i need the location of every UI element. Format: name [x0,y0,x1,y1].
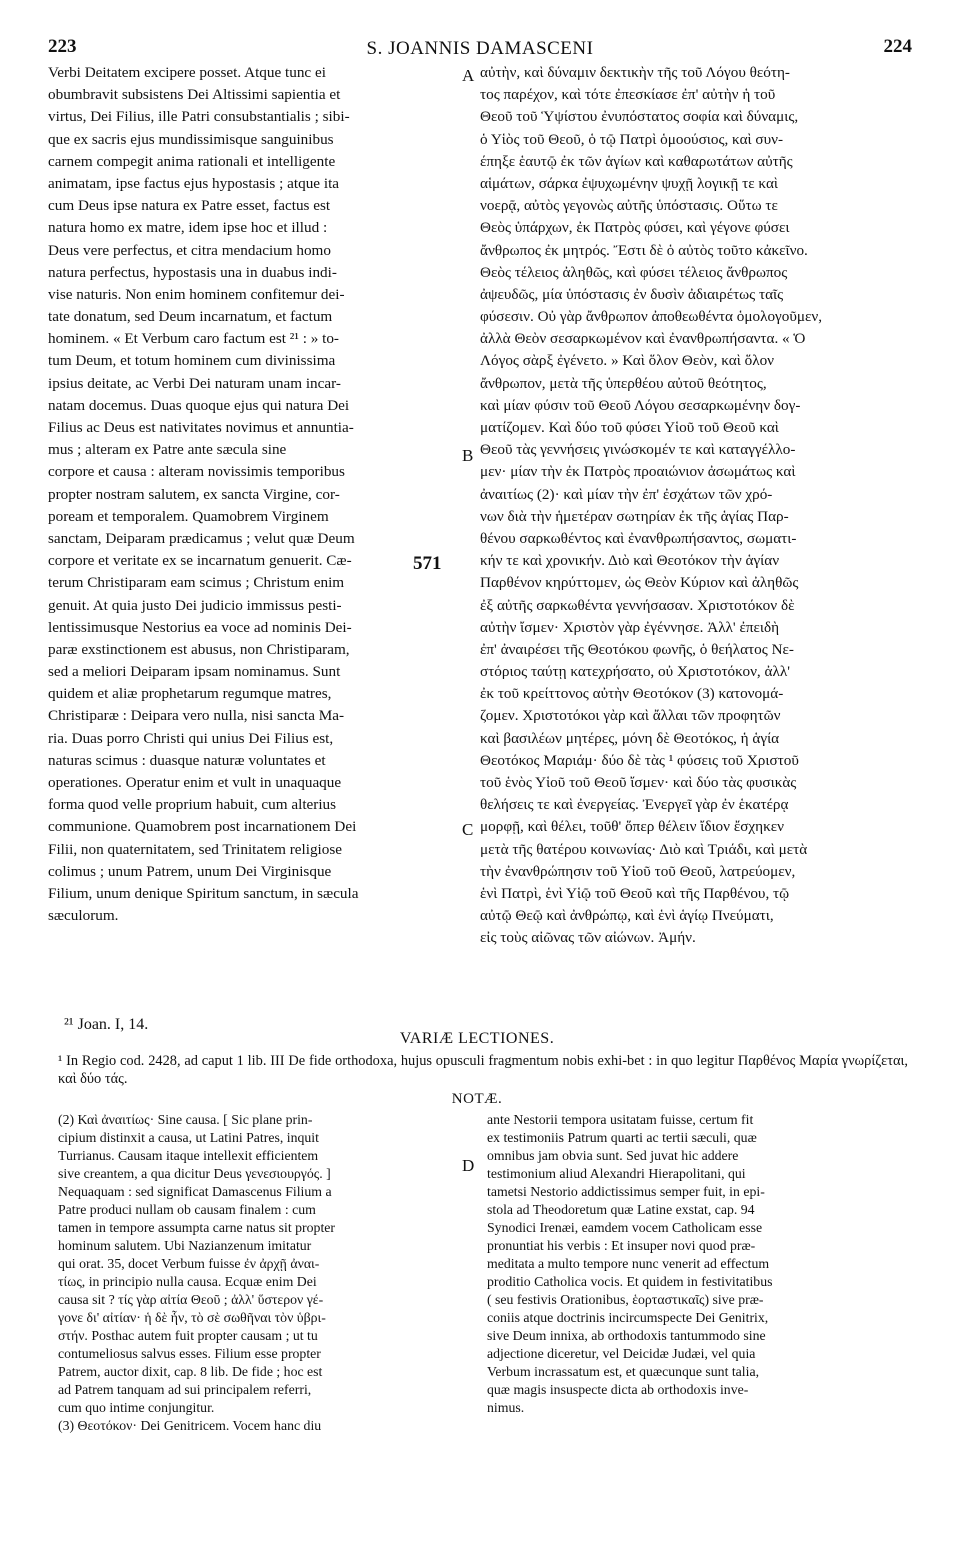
latin-text-line: Deus vere perfectus, et citra mendacium homo [48,241,331,259]
notae-title: NOTÆ. [451,1091,503,1107]
latin-text-line: colimus ; unum Patrem, unum Dei Virginisque [48,862,332,880]
note-line: (2) Καὶ ἀναιτίως· Sine causa. [ Sic plane prin- [58,1112,313,1127]
greek-text-line: νων διὰ τὴν ἡμετέραν σωτηρίαν ἐκ τῆς ἁγίας Παρ- [480,507,789,525]
note-line: Nequaquam : sed significat Damascenus Filium a [58,1184,332,1199]
note-line: ad Patrem tanquam ad sui principalem referri, [58,1382,312,1397]
notes-left-column [58,1111,460,1435]
greek-text-line: ὁ Υἱὸς τοῦ Θεοῦ, ὁ τῷ Πατρὶ ὁμοούσιος, καὶ συν- [480,130,784,148]
latin-text-line: poream et temporalem. Quamobrem Virginem [48,507,329,525]
latin-text-line: Christiparæ : Deipara vero nulla, nisi sancta Ma- [48,707,345,725]
note-line: cipium distinxit a causa, ut Latini Patres, inquit [58,1130,319,1145]
greek-text-line: μετὰ τῆς θατέρου κοινωνίας· Διὸ καὶ Τριάδι, καὶ μετὰ [480,840,808,858]
note-line: adjectione diceretur, vel Deicidæ Judæi, vel quia [487,1346,756,1361]
latin-text-line: sanctam, Deiparam prædicamus ; velut quæ Deum [48,529,355,547]
greek-text-line: Θεοῦ τοῦ Ὑψίστου ἐνυπόστατος σοφία καὶ δύναμις, [480,108,799,126]
greek-text-line: τὴν ἐνανθρώπησιν τοῦ Υἱοῦ τοῦ Θεοῦ, λατρεύομεν, [480,862,796,880]
note-line: tametsi Nestorio addictissimus semper fuit, in epi- [487,1184,765,1199]
note-line: hominum salutem. Ubi Nazianzenum imitatur [58,1238,312,1253]
note-line: proditio Catholica vocis. Et quidem in festivitatibus [487,1274,773,1289]
greek-text-line: ἐπ' ἀναιρέσει τῆς Θεοτόκου φωνῆς, ὁ θεήλατος Νε- [480,640,794,658]
greek-text-line: τος παρέχον, καὶ τότε ἐπεσκίασε ἐπ' αὐτὴν ἡ τοῦ [480,86,776,104]
scripture-footnote: ²¹ Joan. I, 14. [64,1016,149,1033]
greek-text-line: θένου σαρκωθέντος καὶ ἐνανθρωπήσαντος, σωματι- [480,529,797,547]
note-line: quæ magis insuspecte dicta ab orthodoxis inve- [487,1382,749,1397]
latin-text-line: natura perfectus, hypostasis una in duabus indi- [48,263,337,281]
note-line: Patre produci nullam ob causam finalem : cum [58,1202,316,1217]
note-line: sive creantem, a qua dicitur Deus γενεσιουργός. ] [58,1166,331,1181]
note-line: Verbum incrassatum est, et quæcunque sunt talia, [487,1364,760,1379]
latin-text-line: naturas scimus : duasque naturæ voluntates et [48,751,326,769]
greek-text-line: ἀψευδῶς, μία ὑπόστασις ἐν δυσὶν ἀδιαιρέτως ταῖς [480,285,784,303]
margin-marker-d: D [462,1156,475,1175]
latin-text-line: lentissimusque Nestorius ea voce ad nominis Dei- [48,618,352,636]
greek-text-line: μεν· μίαν τὴν ἐκ Πατρὸς προαιώνιον ἀσωμάτως καὶ [480,463,796,481]
notes-right-column [487,1111,907,1417]
greek-text-line: ἐξ αὐτῆς σαρκωθέντα γεννήσασαν. Χριστοτόκον δὲ [480,596,795,614]
running-title: S. JOANNIS DAMASCENI [366,38,594,59]
greek-text-line: αὐτὴν, καὶ δύναμιν δεκτικὴν τῆς τοῦ Λόγου θεότη- [480,64,790,81]
greek-text-line: Λόγος σὰρξ ἐγένετο. » Καὶ ὅλον Θεὸν, καὶ ὅλον [480,352,775,370]
greek-text-line: ἐκ τοῦ κρείττονος αὐτὴν Θεοτόκον (3) κατονομά- [480,685,784,703]
latin-text-line: sæculorum. [48,907,119,925]
greek-text-line: αἱμάτων, σάρκα ἐψυχωμένην ψυχῇ λογικῇ τε καὶ [480,174,778,192]
latin-text-line: Filii, non quaternitatem, sed Trinitatem religiose [48,840,343,858]
note-line: Patrem, auctor dixit, cap. 8 lib. De fide ; hoc est [58,1364,323,1379]
greek-text-line: αὐτὴν ἴσμεν· Χριστὸν γὰρ ἐγέννησε. Ἀλλ' ἐπειδὴ [480,618,780,636]
latin-text-line: mus ; alteram ex Patre ante sæcula sine [48,441,287,459]
greek-text-line: καὶ μίαν φύσιν τοῦ Θεοῦ Λόγου σεσαρκωμένην δογ- [480,396,801,414]
greek-text-line: ματίζομεν. Καὶ δύο τοῦ φύσει Υἱοῦ τοῦ Θεοῦ καὶ [480,419,779,436]
greek-text-line: ζομεν. Χριστοτόκοι γὰρ καὶ ἄλλαι τῶν προφητῶν [480,707,781,725]
latin-text-line: cum Deus ipse natura ex Patre esset, factus est [48,197,331,215]
greek-text-line: φύσεσιν. Οὐ γὰρ ἄνθρωπον ἀποθεωθέντα ὁμολογοῦμεν, [480,308,823,326]
latin-text-line: quidem et aliæ prophetarum regumque matres, [48,685,332,703]
column-number-marker: 571 [413,553,442,574]
note-line: ex testimoniis Patrum quarti ac tertii sæculi, quæ [487,1130,757,1145]
page-header [48,36,912,62]
latin-text-line: terum Christiparam eam scimus ; Christum enim [48,574,345,592]
greek-text-line: ἄνθρωπον, μετὰ τῆς ὑπερθέου αὐτοῦ θεότητος, [480,374,767,392]
greek-text-line: κήν τε καὶ χρονικήν. Διὸ καὶ Θεοτόκον τὴν ἁγίαν [480,552,780,570]
latin-column [48,62,456,927]
latin-text-line: propter nostram salutem, ex sancta Virgine, cor- [48,485,340,503]
latin-text-line: sed a meliori Deiparam ipsam nominamus. Sunt [48,663,341,681]
latin-text-line: communione. Quamobrem post incarnationem Dei [48,818,357,836]
note-line: contumeliosus salvus esses. Filium esse propter [58,1346,321,1361]
greek-column [480,62,906,950]
latin-text-line: Filium, unum denique Spiritum sanctum, in sæcula [48,884,359,902]
greek-text-line: ἄνθρωπος ἐκ μητρός. Ἔστι δὲ ὁ αὐτὸς τοῦτο κἀκεῖνο. [480,241,808,259]
greek-text-line: έπηξε ἑαυτῷ ἐκ τῶν ἁγίων καὶ καθαρωτάτων αὐτῆς [480,152,793,170]
latin-text-line: corpore et causa : alteram novissimis temporibus [48,463,345,481]
greek-text-line: ἑνὶ Πατρὶ, ἑνὶ Υἱῷ τοῦ Θεοῦ καὶ τῆς Παρθένου, τῷ [480,884,790,902]
greek-text-line: στόριος ταύτῃ κατεχρήσατο, οὐ Χριστοτόκον, ἀλλ' [480,663,790,681]
note-line: ante Nestorii tempora usitatam fuisse, certum fit [487,1112,754,1127]
latin-text-line: ria. Duas porro Christi qui unius Dei Filius est, [48,729,334,747]
note-line: cum quo intime conjungitur. [58,1400,215,1415]
note-line: causa sit ? τίς γὰρ αἰτία Θεοῦ ; ἀλλ' ὕστερον γέ- [58,1292,324,1307]
note-line: (3) Θεοτόκον· Dei Genitricem. Vocem hanc diu [58,1418,322,1433]
latin-text-line: operationes. Operatur enim et vult in unaquaque [48,774,342,791]
latin-text-line: que ex sacris ejus mundissimisque sanguinibus [48,130,334,148]
note-line: Turrianus. Causam itaque intellexit efficientem [58,1148,319,1163]
variae-lectiones-text [58,1052,908,1088]
variae-lectiones-line: bet : in quo legitur Παρθένος Μαρία γνωρίζεται, καὶ δύο τάς. [58,1053,908,1087]
latin-text-line: genuit. At quia justo Dei judicio immissus pesti- [48,596,342,614]
greek-text-line: ἀλλὰ Θεὸν σεσαρκωμένον καὶ ἐνανθρωπήσαντα. « Ὁ [480,330,806,348]
note-line: stola ad Theodoretum quæ Latine exstat, cap. 94 [487,1202,755,1217]
page-number-left: 223 [48,36,77,57]
latin-text-line: hominem. « Et Verbum caro factum est ²¹ : » to- [48,330,339,348]
note-line: ( seu festivis Orationibus, ἑορταστικαῖς) sive præ- [487,1292,764,1307]
greek-text-line: ἀναιτίως (2)· καὶ μίαν τὴν ἐπ' ἐσχάτων τῶν χρό- [480,485,773,503]
note-line: γονε δι' αἰτίαν· ἡ δὲ ἦν, τὸ σὲ σωθῆναι τὸν ὑβρι- [58,1310,326,1325]
latin-text-line: corpore et veritate ex se incarnatum genuerit. Cæ- [48,552,352,570]
note-line: coniis atque doctrinis incircumspecte Dei Genitrix, [487,1310,769,1325]
greek-text-line: Παρθένον κηρύττομεν, ὡς Θεὸν Κύριον καὶ ἀληθῶς [480,574,799,592]
greek-text-line: Θεὸς τέλειος ἀληθῶς, καὶ φύσει τέλειος ἄνθρωπος [480,263,788,281]
page-number-right: 224 [883,36,912,57]
latin-text-line: obumbravit subsistens Dei Altissimi sapientia et [48,86,341,104]
latin-text-line: vise naturis. Non enim hominem confitemur dei- [48,285,345,303]
latin-text-line: virtus, Dei Filius, ille Patri consubstantialis ; sibi- [48,108,350,126]
latin-text-line: forma quod velle proprium habuit, cum alterius [48,796,337,814]
latin-text-line: Verbi Deitatem excipere posset. Atque tunc ei [48,64,326,81]
note-line: qui orat. 35, docet Verbum fuisse ἐν ἀρχῇ ἀναι- [58,1256,320,1271]
note-line: τίως, in principio nulla causa. Ecquæ enim Dei [58,1274,317,1289]
note-line: sive Deum innixa, ab orthodoxis tantummodo sine [487,1328,766,1343]
note-line: meditata a multo tempore nunc venerit ad effectum [487,1256,770,1271]
variae-lectiones-title: VARIÆ LECTIONES. [399,1030,555,1047]
greek-text-line: Θεὸς ὑπάρχων, ἐκ Πατρὸς φύσει, καὶ γέγονε φύσει [480,219,790,237]
greek-text-line: αὐτῷ Θεῷ καὶ ἀνθρώπῳ, καὶ ἑνὶ ἁγίῳ Πνεύματι, [480,907,774,925]
note-line: Synodici Irenæi, eamdem vocem Catholicam esse [487,1220,763,1235]
latin-text-line: natam docemus. Duas quoque ejus qui natura Dei [48,396,350,414]
note-line: nimus. [487,1400,525,1415]
variae-lectiones-line: ¹ In Regio cod. 2428, ad caput 1 lib. III De fide orthodoxa, hujus opusculi fragmentum nobis exhi- [58,1053,628,1069]
latin-text-line: natura homo ex matre, idem ipse hoc et illud : [48,219,328,237]
note-line: pronuntiat his verbis : Et insuper novi quod præ- [487,1238,756,1253]
greek-text-line: εἰς τοὺς αἰῶνας τῶν αἰώνων. Ἀμήν. [480,929,696,947]
greek-text-line: Θεοῦ τὰς γεννήσεις γινώσκομέν τε καὶ καταγγέλλο- [480,441,796,459]
latin-text-line: Filius ac Deus est nativitates novimus et annuntia- [48,419,354,436]
margin-marker-b: B [462,446,474,465]
margin-marker-a: A [462,66,475,85]
greek-text-line: καὶ βασιλέων μητέρες, μόνη δὲ Θεοτόκος, ἡ ἁγία [480,729,780,747]
note-line: omnibus jam obvia sunt. Sed juvat hic addere [487,1148,739,1163]
note-line: testimonium aliud Alexandri Hierapolitani, qui [487,1166,746,1181]
latin-text-line: carnem compegit anima rationali et intelligente [48,152,336,170]
greek-text-line: μορφῇ, καὶ θέλει, τοῦθ' ὅπερ θέλειν ἴδιον ἔσχηκεν [480,818,784,836]
greek-text-line: Θεοτόκος Μαριάμ· δύο δὲ τὰς ¹ φύσεις τοῦ Χριστοῦ [480,751,799,769]
greek-text-line: νοερᾷ, αὐτὸς γεγονὼς αὐτῆς ὑπόστασις. Οὕτω τε [480,197,778,215]
latin-text-line: paræ exstinctionem est abusus, non Christiparam, [48,640,350,658]
note-line: στήν. Posthac autem fuit propter causam ; ut tu [58,1328,318,1343]
greek-text-line: θελήσεις τε καὶ ἐνεργείας. Ἐνεργεῖ γὰρ ἐν ἑκατέρᾳ [480,796,789,814]
latin-text-line: tate donatum, sed Deum incarnatum, et factum [48,308,333,326]
latin-text-line: ipsius deitate, ac Verbi Dei naturam unam incar- [48,374,341,392]
latin-text-line: animatam, ipse factus ejus hypostasis ; atque ita [48,174,340,192]
note-line: tamen in tempore assumpta carne natus sit propter [58,1220,336,1235]
latin-text-line: tum Deum, et totum hominem cum divinissima [48,352,336,370]
greek-text-line: τοῦ ἑνὸς Υἱοῦ τοῦ Θεοῦ ἴσμεν· καὶ δύο τὰς φυσικὰς [480,774,797,791]
margin-marker-c: C [462,820,474,839]
